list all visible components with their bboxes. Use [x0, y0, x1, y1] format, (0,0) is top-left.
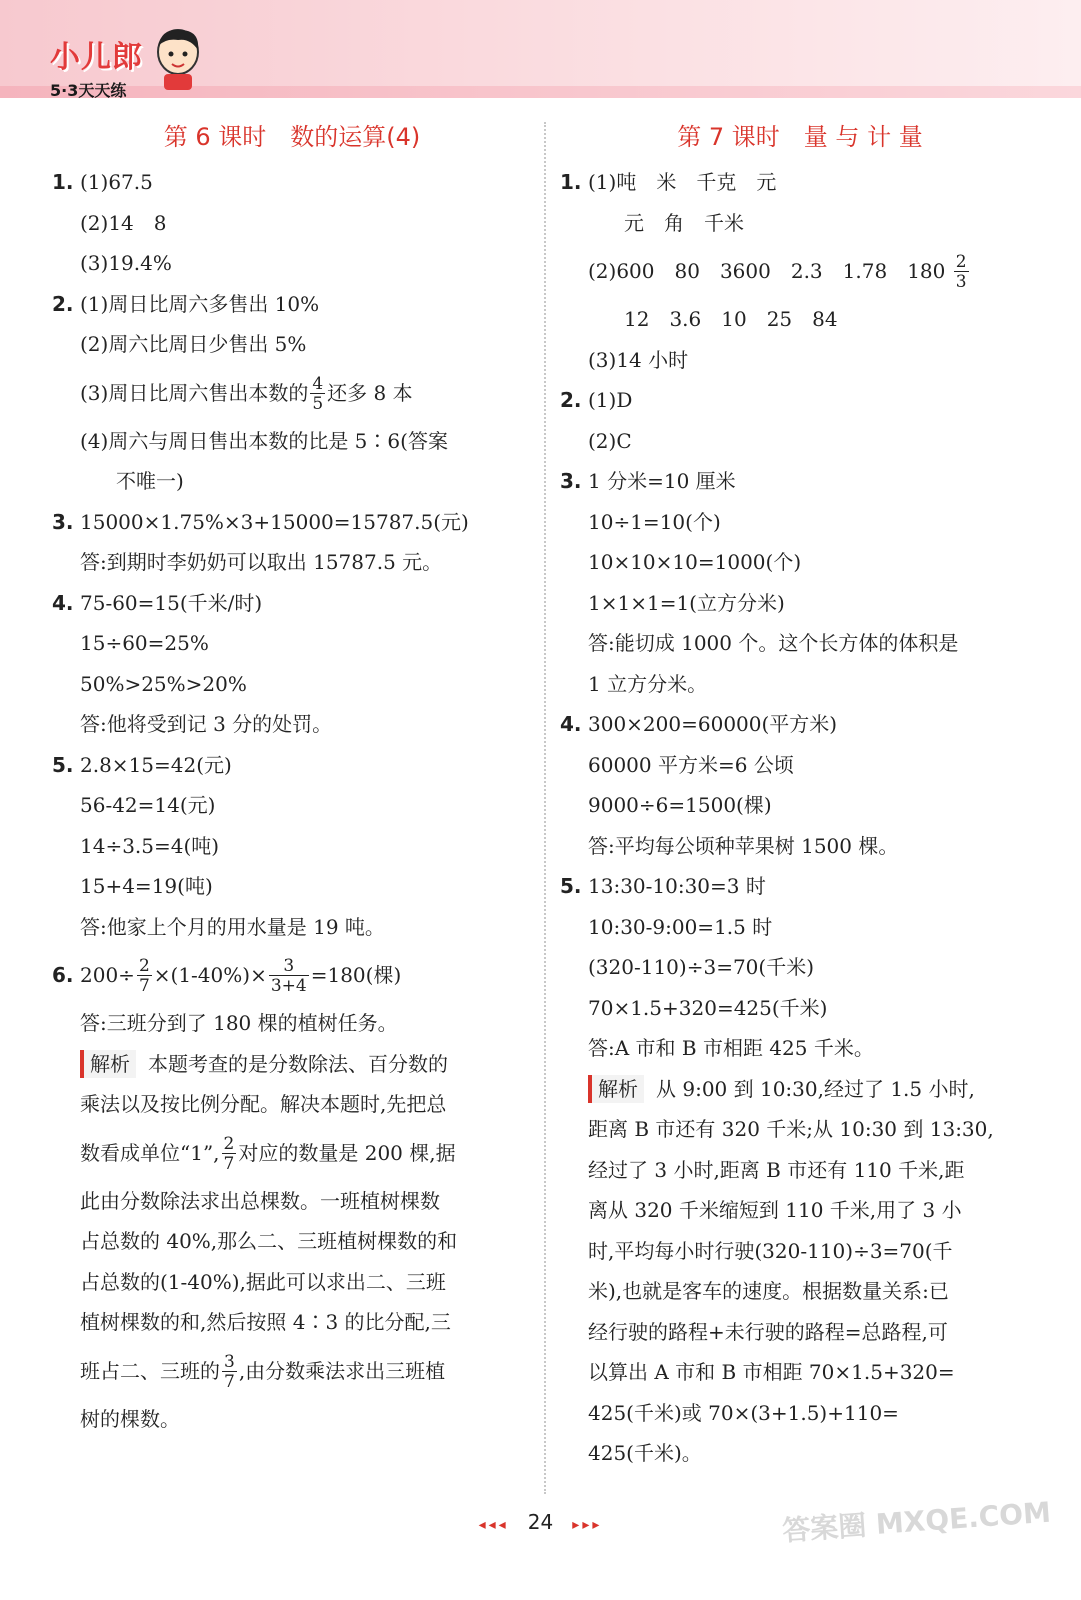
answer-line	[52, 461, 532, 502]
question-number: 2.	[560, 388, 582, 412]
answer-text: 15000×1.75%×3+15000=15787.5(元)	[80, 509, 469, 534]
analysis-text: 树的棵数。	[80, 1406, 180, 1431]
answer-text: 答:A 市和 B 市相距 425 千米。	[588, 1036, 874, 1060]
analysis-tag: 解析	[588, 1075, 644, 1103]
analysis-block	[560, 1069, 1040, 1474]
question-number: 6.	[52, 963, 74, 987]
column-divider	[544, 122, 546, 1494]
answer-text: 200÷	[80, 963, 135, 987]
answer-line	[52, 542, 532, 583]
analysis-text: 经过了 3 小时,距离 B 市还有 110 千米,距	[588, 1157, 965, 1182]
answer-text: (1)周日比周六多售出 10%	[80, 291, 320, 316]
analysis-line	[80, 1125, 532, 1181]
answer-text: 还多 8 本	[327, 380, 413, 405]
analysis-text: 离从 320 千米缩短到 110 千米,用了 3 小	[588, 1198, 962, 1222]
watermark: 答案圈 MXQE.COM	[781, 1495, 1052, 1548]
answer-line	[560, 421, 1040, 462]
analysis-text: 占总数的 40%,那么二、三班植树棵数的和	[80, 1229, 458, 1253]
answer-line	[560, 461, 1040, 502]
numerator: 2	[223, 1133, 235, 1154]
denominator: 7	[223, 1153, 235, 1174]
answer-line	[52, 704, 532, 745]
answer-text: 10×10×10=1000(个)	[588, 550, 802, 574]
denominator: 7	[138, 976, 150, 996]
answer-text: (2)周六比周日少售出 5%	[80, 332, 307, 356]
denominator: 3	[955, 272, 967, 292]
answer-text: 12 3.6 10 25 84	[624, 307, 838, 331]
mascot-icon	[150, 24, 206, 92]
question-number: 3.	[52, 509, 74, 534]
answer-text: 1 立方分米。	[588, 671, 708, 696]
answer-line	[560, 866, 1040, 907]
lesson-6-title: 第 6 课时 数的运算(4)	[163, 123, 421, 151]
left-column	[52, 118, 532, 1439]
answer-line	[560, 299, 1040, 340]
denominator: 5	[312, 393, 324, 414]
answer-text: 56-42=14(元)	[80, 793, 216, 817]
numerator: 3	[283, 956, 295, 976]
question-number: 1.	[560, 170, 582, 194]
answer-line	[560, 542, 1040, 583]
answer-line	[560, 907, 1040, 948]
analysis-text: 425(千米)。	[588, 1441, 702, 1465]
fraction	[954, 254, 969, 291]
answer-text: (2)C	[588, 428, 632, 453]
answer-text: 答:他家上个月的用水量是 19 吨。	[80, 914, 385, 939]
answer-line	[52, 947, 532, 1003]
fraction	[269, 958, 309, 995]
question-number: 4.	[560, 712, 582, 736]
answer-line	[52, 203, 532, 244]
answer-text: 答:三班分到了 180 棵的植树任务。	[80, 1011, 398, 1035]
answer-line	[52, 623, 532, 664]
answer-text: 60000 平方米=6 公顷	[588, 752, 794, 777]
answer-line	[560, 162, 1040, 203]
answer-line	[560, 583, 1040, 624]
fraction	[222, 1351, 237, 1392]
answer-line	[560, 340, 1040, 381]
analysis-text: 此由分数除法求出总棵数。一班植树棵数	[80, 1188, 440, 1213]
answer-line	[52, 284, 532, 325]
answer-text: 14÷3.5=4(吨)	[80, 833, 220, 858]
analysis-text: 乘法以及按比例分配。解决本题时,先把总	[80, 1092, 447, 1116]
answer-text: 13:30-10:30=3 时	[588, 874, 766, 898]
answer-line	[560, 1028, 1040, 1069]
answer-text: 300×200=60000(平方米)	[588, 712, 838, 736]
analysis-text: 距离 B 市还有 320 千米;从 10:30 到 13:30,	[588, 1117, 994, 1141]
answer-line	[52, 1003, 532, 1044]
page-number: 24	[527, 1510, 554, 1534]
answer-line	[52, 907, 532, 948]
denominator: 3+4	[270, 976, 307, 996]
answer-text: 1 分米=10 厘米	[588, 469, 736, 493]
analysis-line	[80, 1343, 532, 1399]
analysis-text: 数看成单位“1”,	[80, 1140, 220, 1165]
answer-line	[560, 203, 1040, 244]
answer-text: 2.8×15=42(元)	[80, 752, 232, 777]
answer-text: 答:能切成 1000 个。这个长方体的体积是	[588, 631, 959, 655]
answer-text: 50%>25%>20%	[80, 671, 247, 696]
answer-text: (1)吨 米 千克 元	[588, 170, 777, 194]
analysis-text: 425(千米)或 70×(3+1.5)+110=	[588, 1400, 899, 1425]
answer-line	[52, 826, 532, 867]
question-number: 4.	[52, 590, 74, 615]
numerator: 2	[955, 252, 967, 272]
answer-text: 答:到期时李奶奶可以取出 15787.5 元。	[80, 550, 443, 574]
answer-line	[52, 162, 532, 203]
answer-text: (4)周六与周日售出本数的比是 5∶6(答案	[80, 428, 448, 453]
answer-text: 答:平均每公顷种苹果树 1500 棵。	[588, 833, 899, 858]
brand-logo	[50, 32, 143, 101]
answer-line	[560, 243, 1040, 299]
numerator: 4	[312, 373, 324, 394]
answer-text: (1)67.5	[80, 170, 153, 194]
analysis-text: 时,平均每小时行驶(320-110)÷3=70(千	[588, 1238, 953, 1263]
answer-text: 10÷1=10(个)	[588, 509, 721, 534]
denominator: 7	[224, 1371, 235, 1392]
question-number: 2.	[52, 291, 74, 316]
right-column	[560, 118, 1040, 1474]
analysis-block	[52, 1044, 532, 1440]
answer-line	[52, 785, 532, 826]
answer-line	[52, 365, 532, 421]
question-number: 1.	[52, 170, 74, 194]
analysis-text: 对应的数量是 200 棵,据	[238, 1140, 456, 1165]
question-number: 5.	[560, 874, 582, 898]
answer-text: 1×1×1=1(立方分米)	[588, 590, 785, 615]
lesson-7-title: 第 7 课时 量 与 计 量	[677, 123, 923, 151]
answer-line	[560, 664, 1040, 705]
answer-text: 不唯一)	[116, 469, 184, 493]
numerator: 3	[224, 1351, 235, 1372]
answer-text: (3)周日比周六售出本数的	[80, 380, 309, 405]
answer-line	[52, 324, 532, 365]
series-name: 5·3天天练	[50, 81, 127, 100]
answer-text: (320-110)÷3=70(千米)	[588, 955, 815, 979]
answer-line	[560, 826, 1040, 867]
fraction	[222, 1133, 237, 1174]
fraction	[310, 373, 325, 414]
prev-arrows-icon: ◂◂◂	[478, 1517, 509, 1533]
answer-text: (3)14 小时	[588, 347, 689, 372]
answer-line	[560, 623, 1040, 664]
analysis-text: 米),也就是客车的速度。根据数量关系:已	[588, 1279, 949, 1303]
answer-line	[560, 988, 1040, 1029]
answer-line	[560, 502, 1040, 543]
answer-line	[560, 745, 1040, 786]
answer-text: (2)600 80 3600 2.3 1.78 180	[588, 259, 946, 283]
answer-text: 答:他将受到记 3 分的处罚。	[80, 712, 333, 736]
analysis-text: 以算出 A 市和 B 市相距 70×1.5+320=	[588, 1360, 955, 1384]
answer-text: (2)14 8	[80, 210, 167, 235]
logo-text: 小儿郎	[50, 40, 143, 75]
analysis-text: 从 9:00 到 10:30,经过了 1.5 小时,	[656, 1076, 975, 1101]
fraction	[137, 958, 152, 995]
question-number: 5.	[52, 752, 74, 777]
answer-line	[52, 664, 532, 705]
answer-text: (3)19.4%	[80, 251, 172, 275]
answer-text: 15÷60=25%	[80, 631, 209, 655]
analysis-text: ,由分数乘法求出三班植	[238, 1358, 446, 1383]
answer-text: 70×1.5+320=425(千米)	[588, 995, 828, 1020]
answer-line	[560, 947, 1040, 988]
next-arrows-icon: ▸▸▸	[572, 1517, 603, 1533]
answer-text: 15+4=19(吨)	[80, 874, 213, 898]
analysis-text: 占总数的(1-40%),据此可以求出二、三班	[80, 1269, 446, 1294]
answer-text: 9000÷6=1500(棵)	[588, 793, 772, 817]
answer-line	[52, 583, 532, 624]
answer-text: 10:30-9:00=1.5 时	[588, 914, 773, 939]
answer-line	[560, 785, 1040, 826]
answer-line	[560, 380, 1040, 421]
answer-line	[52, 745, 532, 786]
answer-line	[52, 866, 532, 907]
analysis-tag: 解析	[80, 1050, 136, 1078]
analysis-text: 本题考查的是分数除法、百分数的	[148, 1051, 448, 1076]
answer-text: 元 角 千米	[624, 210, 744, 235]
analysis-text: 植树棵数的和,然后按照 4∶3 的比分配,三	[80, 1310, 451, 1334]
answer-line	[52, 243, 532, 284]
answer-text: 75-60=15(千米/时)	[80, 590, 263, 615]
answer-text: =180(棵)	[310, 963, 402, 987]
question-number: 3.	[560, 469, 582, 493]
answer-text: ×(1-40%)×	[153, 963, 267, 987]
answer-line	[52, 421, 532, 462]
answer-line	[560, 704, 1040, 745]
answer-line	[52, 502, 532, 543]
numerator: 2	[138, 956, 150, 976]
analysis-text: 班占二、三班的	[80, 1358, 220, 1383]
analysis-text: 经行驶的路程+未行驶的路程=总路程,可	[588, 1319, 948, 1344]
answer-text: (1)D	[588, 388, 633, 412]
